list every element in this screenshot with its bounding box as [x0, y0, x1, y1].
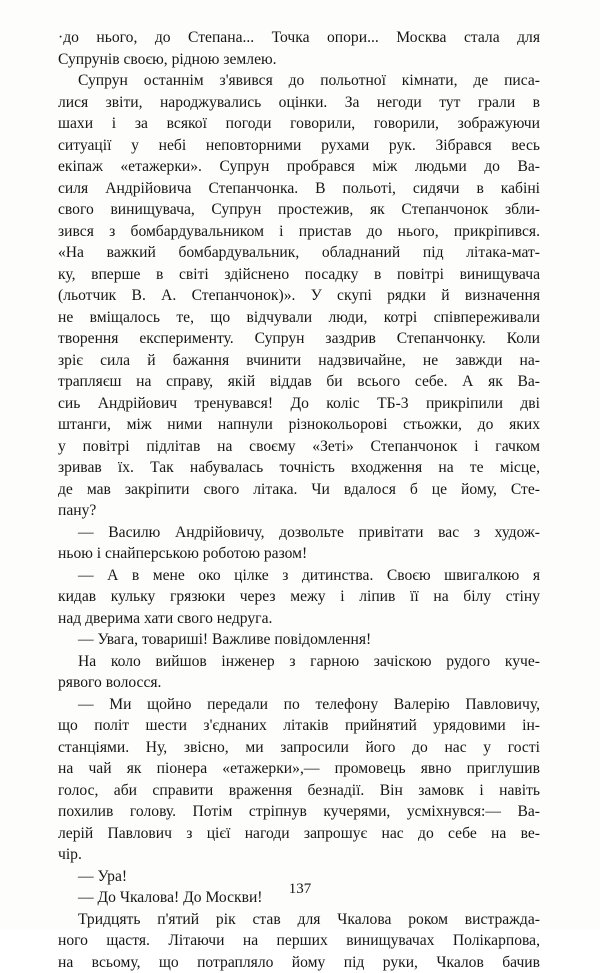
text-line: кидав кульку грязюки через межу і ліпив її на білу стіну	[58, 586, 540, 608]
text-line: — До Чкалова! До Москви!	[58, 887, 540, 909]
text-line: голос, аби справити враження безнадії. Він замовк і навіть	[58, 780, 540, 802]
text-line: ·до нього, до Степана... Точка опори... Москва стала для	[58, 27, 540, 49]
text-line: у повітрі підлітав на своєму «Зеті» Степанчонок і гачком	[58, 436, 540, 458]
page-body-text	[58, 27, 540, 973]
text-line: над дверима хати свого недруга.	[58, 608, 540, 630]
text-line: що політ шести з'єднаних літаків прийнятий урядовими ін-	[58, 715, 540, 737]
text-line: не вміщалось те, що відчували люди, котрі співпереживали	[58, 307, 540, 329]
text-line: похилив голову. Потім стріпнув кучерями, усміхнувся:— Ва-	[58, 801, 540, 823]
text-line: «На важкий бомбардувальник, обладнаний під літака-мат-	[58, 242, 540, 264]
text-line: ку, вперше в світі здійснено посадку в повітрі винищувача	[58, 264, 540, 286]
text-line: — А в мене око цілке з дитинства. Своєю швигалкою я	[58, 565, 540, 587]
text-line: де мав закріпити свого літака. Чи вдалося б це йому, Сте-	[58, 479, 540, 501]
text-line: Супрун останнім з'явився до польотної кімнати, де писа-	[58, 70, 540, 92]
text-line: — Ура!	[58, 866, 540, 888]
text-line: (льотчик В. А. Степанчонок)». У скупі рядки й визначення	[58, 285, 540, 307]
text-line: — Василю Андрійовичу, дозвольте привітати вас з худож-	[58, 522, 540, 544]
text-line: ного щастя. Літаючи на перших винищувачах Полікарпова,	[58, 930, 540, 952]
text-line: ньою і снайперською роботою разом!	[58, 543, 540, 565]
text-line: штанги, між ними напнули різнокольорові стьожки, до яких	[58, 414, 540, 436]
text-line: зривав їх. Так набувалась точність входження на те місце,	[58, 457, 540, 479]
text-line: Тридцять п'ятий рік став для Чкалова роком вистражда-	[58, 909, 540, 931]
text-line: — Увага, товариші! Важливе повідомлення!	[58, 629, 540, 651]
text-line: творення експерименту. Супрун заздрив Степанчонку. Коли	[58, 328, 540, 350]
text-line: трапляєш на справу, якій віддав би всього себе. А як Ва-	[58, 371, 540, 393]
text-line: чір.	[58, 844, 540, 866]
text-line: свого винищувача, Супрун простежив, як Степанчонок збли-	[58, 199, 540, 221]
text-line: На коло вийшов інженер з гарною зачіскою рудого куче-	[58, 651, 540, 673]
text-line: лерій Павлович з цієї нагоди запрошує нас до себе на ве-	[58, 823, 540, 845]
text-line: зріє сила й бажання вчинити надзвичайне, не завжди на-	[58, 350, 540, 372]
text-line: зився з бомбардувальником і пристав до нього, прикріпився.	[58, 221, 540, 243]
text-line: рявого волосся.	[58, 672, 540, 694]
page-number: 137	[0, 881, 600, 898]
text-line: на чай як піонера «етажерки»,— промовець явно приглушив	[58, 758, 540, 780]
text-line: пану?	[58, 500, 540, 522]
text-line: екіпаж «етажерки». Супрун пробрався між людьми до Ва-	[58, 156, 540, 178]
text-line: лися звіти, народжувались оцінки. За негоди тут грали в	[58, 92, 540, 114]
text-line: — Ми щойно передали по телефону Валерію Павловичу,	[58, 694, 540, 716]
text-line: станціями. Ну, звісно, ми запросили його до нас у гості	[58, 737, 540, 759]
text-line: шахи і за всякої погоди говорили, говорили, зображуючи	[58, 113, 540, 135]
text-line: на всьому, що потрапляло йому під руки, Чкалов бачив	[58, 952, 540, 973]
text-line: силя Андрійовича Степанчонка. В польоті, сидячи в кабіні	[58, 178, 540, 200]
text-line: ситуації у небі неповторними рухами рук. Зібрався весь	[58, 135, 540, 157]
text-line: сиь Андрійович тренувався! До коліс ТБ-3 прикріпили дві	[58, 393, 540, 415]
text-line: Супрунів своєю, рідною землею.	[58, 49, 540, 71]
